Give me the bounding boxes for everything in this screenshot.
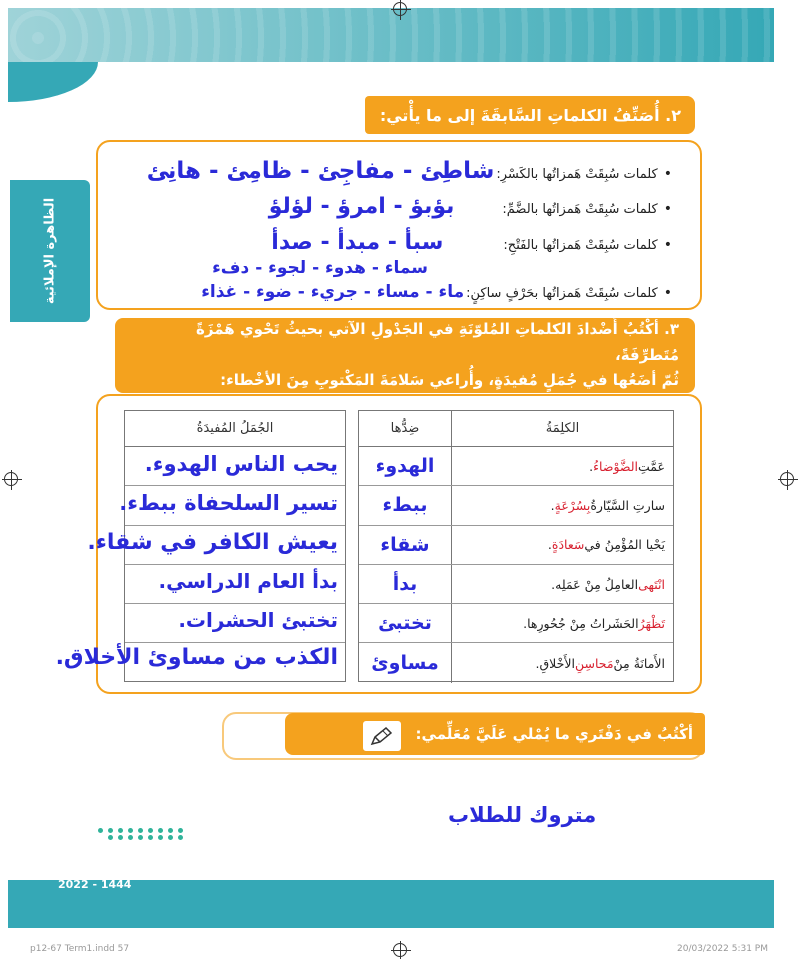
registration-mark-icon xyxy=(393,943,407,957)
highlighted-word: الضَّوْضاءُ xyxy=(593,458,639,474)
category-row xyxy=(201,282,672,302)
words-table xyxy=(358,410,674,682)
dictation-label: أكْتُبُ في دَفْتَري ما يُمْلي عَلَيَّ مُعَلِّمي: xyxy=(285,713,705,755)
left-for-students-note: متروك للطلاب xyxy=(448,803,597,827)
sentence-answer: يحب الناس الهدوء. xyxy=(144,452,338,476)
header-corner-wave xyxy=(8,62,98,102)
edition-year: 2022 - 1444 xyxy=(58,878,132,891)
category-answer: سبأ - مبدأ - صدأ xyxy=(271,230,444,255)
category-row xyxy=(147,158,672,184)
highlighted-word: بِسُرْعَةٍ xyxy=(554,497,591,513)
sentence-answer: تسير السلحفاة ببطء. xyxy=(119,491,338,515)
bullet-icon: • xyxy=(663,237,672,253)
table-row xyxy=(359,447,673,486)
header-decorative-band xyxy=(8,8,774,62)
opposite-cell: الهدوء xyxy=(375,455,435,478)
table-row xyxy=(359,604,673,643)
category-row xyxy=(271,230,672,255)
highlighted-word: سَعادَةٍ xyxy=(551,537,585,553)
table-header xyxy=(359,411,673,447)
category-label: كلمات سُبِقَتْ هَمزاتُها بالفَتْحِ: xyxy=(503,238,658,253)
bullet-icon: • xyxy=(663,285,672,301)
table-row xyxy=(359,526,673,565)
table-row xyxy=(359,643,673,682)
highlighted-word: تَظْهَرُ xyxy=(638,615,665,631)
bullet-icon: • xyxy=(663,201,672,217)
category-answer: ماء - مساء - جريء - ضوء - غذاء xyxy=(201,282,465,302)
table-row xyxy=(359,486,673,525)
highlighted-word: انْتَهى xyxy=(638,576,665,592)
footer-timestamp: 20/03/2022 5:31 PM xyxy=(677,944,768,954)
sentence-answer: بدأ العام الدراسي. xyxy=(158,569,338,593)
registration-mark-icon xyxy=(393,2,407,16)
header-sentences: الجُمَلُ المُفيدَةُ xyxy=(125,411,345,447)
highlighted-word: مَحاسِنِ xyxy=(574,655,614,671)
q3-title-line2: ثُمّ أضَعُها في جُمَلٍ مُفيدَةٍ، وأُراعي سَلامَةَ المَكْتوبِ مِنَ الأخْطاء: xyxy=(220,371,679,390)
ministry-name-arabic: وزارة التعليم xyxy=(58,848,154,866)
opposite-cell: بدأ xyxy=(392,573,418,596)
word-cell: عَمَّتِ الضَّوْضاءُ . xyxy=(451,447,673,485)
word-cell: انْتَهى العامِلُ مِنْ عَمَلِه. xyxy=(451,565,673,603)
category-answer-extra: سماء - هدوء - لجوء - دفء xyxy=(212,258,428,278)
q3-title xyxy=(115,318,695,393)
ministry-logo-dots-icon xyxy=(98,828,188,840)
registration-mark-icon xyxy=(4,472,18,486)
category-answer: بؤبؤ - امرؤ - لؤلؤ xyxy=(268,194,455,219)
q3-title-line1: ٣. أكْتُبُ أَضْدادَ الكلماتِ المُلوّنَةِ في الجَدْولِ الآتي بحيثُ تَحْوي هَمْزَةً مُتَطرِّفَةً، xyxy=(196,320,679,364)
sentence-answer: يعيش الكافر في شقاء. xyxy=(87,530,338,555)
opposite-cell: ببطء xyxy=(382,494,428,517)
footer-filename: p12-67 Term1.indd 57 xyxy=(30,944,130,954)
sentence-answer: تختبئ الحشرات. xyxy=(178,608,338,632)
ministry-logo xyxy=(58,828,188,891)
table-row xyxy=(359,565,673,604)
ministry-name-english: Ministry of Education xyxy=(58,868,153,878)
pencil-icon xyxy=(362,720,402,752)
chapter-side-tab-label: الظاهرة الإملائية xyxy=(42,197,58,305)
q2-title: ٢. أُصَنِّفُ الكلماتِ السَّابقَةَ إلى ما يأْتي: xyxy=(365,96,695,134)
category-label: كلمات سُبِقَتْ هَمزاتُها بحَرْفٍ ساكِنٍ: xyxy=(466,286,658,301)
sentence-answer: الكذب من مساوئ الأخلاق. xyxy=(55,645,338,670)
header-word: الكلِمَةُ xyxy=(451,411,673,446)
category-label: كلمات سُبِقَتْ هَمزاتُها بالكَسْرِ: xyxy=(496,167,658,182)
word-cell: سارتِ السَّيّارةُ بِسُرْعَةٍ . xyxy=(451,486,673,524)
word-cell: يَحْيا المُؤْمِنُ في سَعادَةٍ . xyxy=(451,526,673,564)
opposite-cell: مساوئ xyxy=(371,652,439,675)
word-cell: تَظْهَرُ الحَشَراتُ مِنْ جُحُورِها. xyxy=(451,604,673,642)
category-label: كلمات سُبِقَتْ هَمزاتُها بالضَّمِّ: xyxy=(502,202,658,217)
opposite-cell: تختبئ xyxy=(378,612,432,635)
registration-mark-icon xyxy=(780,472,794,486)
opposite-cell: شقاء xyxy=(380,533,430,556)
category-row xyxy=(269,194,672,219)
bullet-icon: • xyxy=(663,166,672,182)
header-opposite: ضِدُّها xyxy=(390,421,420,436)
category-answer: شاطِئ - مفاجِئ - ظامِئ - هانِئ xyxy=(146,158,495,184)
chapter-side-tab xyxy=(10,180,90,322)
word-cell: الأَمانَةُ مِنْ مَحاسِنِ الأَخْلاقِ. xyxy=(451,643,673,682)
